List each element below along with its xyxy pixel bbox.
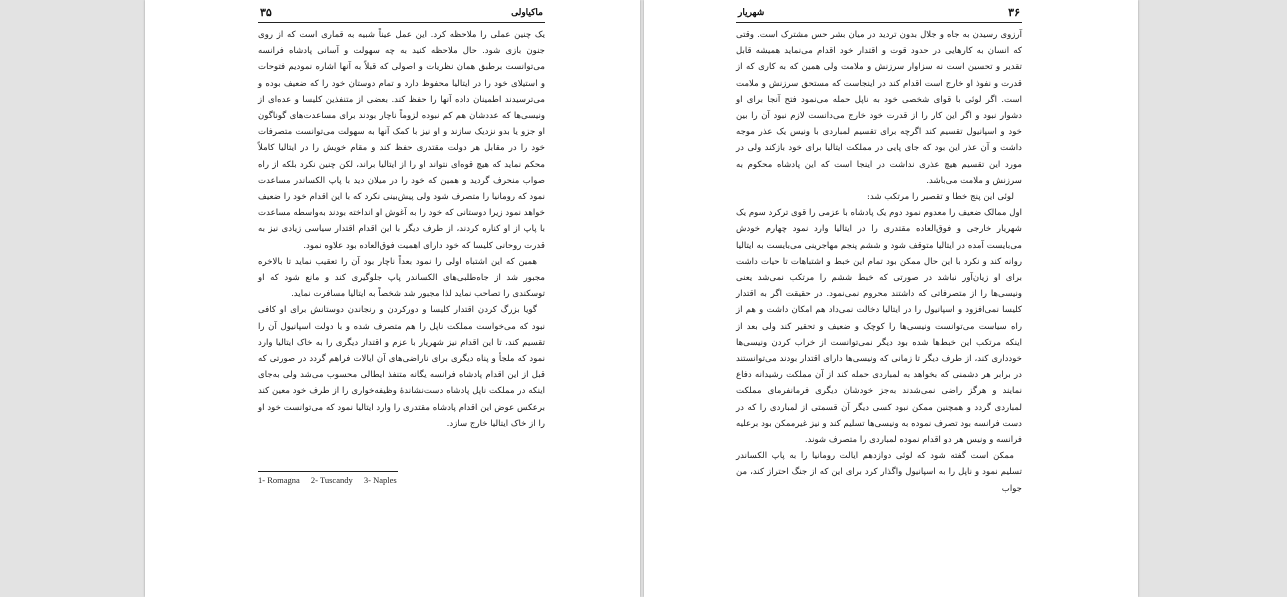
page-number: ۳۶ — [1008, 6, 1020, 19]
footnote-divider — [258, 471, 398, 472]
page-header — [258, 7, 545, 23]
paragraph: اول ممالک ضعیف را معدوم نمود دوم یک پادشاه با عزمی را قوی ترکرد سوم یک شهریار خارجی و فوق‌العاده مقتدری را در ایتالیا وارد نمود چهارم خودش می‌بایست آمده در ایتالیا متوقف شود و ششم پنجم مهاجرینی می‌بایست به ایتالیا روانه کند و نکرد با این حال ممکن بود تمام این خبط و اشتباهات تا حیات داشت برای او زیان‌آور نباشد در صورتی که خبط ششم را مرتکب نمی‌شد یعنی ونیسی‌ها را از متصرفاتی که داشتند محروم نمی‌نمود. در حقیقت اگر به اقتدار کلیسا نمی‌افزود و اسپانیول را در ایتالیا دخالت نمی‌داد هم امکان داشت و هم از راه سیاست می‌توانست ونیسی‌ها را کوچک و ضعیف و تحقیر کند ولی بعد از اینکه مرتکب این خبط‌ها شده بود دیگر نمی‌توانست از خراب کردن ونیسی‌ها خودداری کند، از طرف دیگر تا زمانی که ونیسی‌ها دارای اقتدار بودند می‌توانستند در برابر هر دشمنی که بخواهد به لمباردی حمله کند از آن مملکت رشیدانه دفاع نمایند و هرگز راضی نمی‌شدند به‌جز خودشان دیگری فرمانفرمای مملکت لمباردی گردد و همچنین ممکن نبود کسی دیگر آن قسمتی از لمباردی را که در دست فرانسه بود تصرف نموده به ونیسی‌ها تسلیم کند و نیز غیرممکن بود برعلیه فرانسه و ونیس هر دو اقدام نموده لمباردی را متصرف شوند. — [736, 208, 1022, 446]
footnote: 1- Romagna — [258, 475, 300, 485]
page-left — [145, 0, 640, 597]
footnotes — [258, 475, 406, 485]
footnote: 3- Naples — [363, 475, 397, 485]
page-body — [736, 27, 1022, 497]
paragraph: یک چنین عملی را ملاحظه کرد. این عمل عیناً شبیه به قماری است که از روی جنون بازی شود. حال ملاحظه کنید به چه سهولت و آسانی پادشاه فرانسه می‌توانست برطبق همان نظریات و اصولی که قبلاً به آنها اشاره نمودیم فتوحات و استیلای خود را در ایتالیا محفوظ دارد و تمام دوستان خود را که ضعیف بوده و می‌ترسیدند اطمینان داده آنها را حفظ کند. بعضی از متنفذین کلیسا و عده‌ای از ونیسی‌ها که عددشان هم کم نبوده لزوماً ناچار بودند برای مساعدت‌های گوناگون او جزو یا بدو نزدیک سازند و او نیز با کمک آنها به سهولت می‌توانست متصرفات خود را در مقابل هر دولت مقتدری حفظ کند و مقام خویش را در ایتالیا کاملاً محکم نماید که هیچ قوه‌ای نتواند او را از ایتالیا براند، لکن چنین نکرد بلکه از راه صواب منحرف گردید و همین که خود را در میلان دید با پاپ الکساندر مساعدت نمود که رومانیا را متصرف شود ولی پیش‌بینی نکرد که با این اقدام خود را ضعیف خواهد نمود زیرا دوستانی که خود را به آغوش او انداخته بودند به‌واسطه مساعدت با پاپ از او کناره کردند، از طرف دیگر با این اقدام اقتدار سیاسی زیادی نیز به قدرت روحانی کلیسا که خود دارای اهمیت فوق‌العاده بود علاوه نمود. — [258, 30, 545, 251]
paragraph: ممکن است گفته شود که لوئی دوازدهم ایالت رومانیا را به پاپ الکساندر تسلیم نمود و ناپل را به اسپانیول واگذار کرد برای این که از جنگ احتراز کند، من جواب — [736, 451, 1022, 494]
page-header — [736, 7, 1022, 23]
paragraph: گویا بزرگ کردن اقتدار کلیسا و دورکردن و رنجاندن دوستانش برای او کافی نبود که می‌خواست مملکت ناپل را هم متصرف شده و با دولت اسپانیول آن را تقسیم کند، تا این اقدام نیز شهریار با عزم و اقتدار دیگری را به خاک ایتالیا وارد نمود که ملجأ و پناه دیگری برای ناراضی‌های آن ایالات فراهم گردد در صورتی که قبل از این اقدام پادشاه فرانسه یگانه متنفذ ایطالی محسوب می‌شد ولی به‌جای اینکه در مملکت ناپل پادشاه دست‌نشاندۀ وظیفه‌خواری را از طرف خود معین کند برعکس عوض این اقدام پادشاه مقتدری را وارد ایتالیا نمود که می‌توانست خود او را از خاک ایتالیا خارج سازد. — [258, 305, 545, 429]
footnote: 2- Tuscandy — [310, 475, 353, 485]
page-right — [644, 0, 1138, 597]
paragraph: آرزوی رسیدن به جاه و جلال بدون تردید در میان بشر حس مشترک است. وقتی که انسان به کارهایی در حدود قوت و اقتدار خود اقدام می‌نماید همیشه قابل تقدیر و تحسین است نه سزاوار سرزنش و ملامت ولی همین که به کاری که از قدرت و نفوذ او خارج است اقدام کند در اینجاست که مستحق سرزنش و ملامت است. اگر لوئی با قوای شخصی خود به ناپل حمله می‌نمود فتح آنجا برای او دشوار نبود و اگر این کار را از قدرت خود خارج می‌دانست لازم نبود آن را بین خود و اسپانیول تقسیم کند اگرچه برای تقسیم لمباردی با ونیس یک عذر موجه داشت و آن عذر این بود که جای پایی در مملکت ایتالیا برای خود بازکند ولی در مورد این تقسیم هیچ عذری نداشت در اینجا است که این پادشاه محکوم به سرزنش و ملامت می‌باشد. — [736, 30, 1022, 186]
page-number: ۳۵ — [260, 6, 272, 19]
running-title: ماکیاولی — [511, 8, 543, 18]
paragraph: لوئی این پنج خطا و تقصیر را مرتکب شد: — [866, 192, 1014, 203]
running-title: شهریار — [738, 8, 765, 18]
page-body — [258, 27, 545, 432]
paragraph: همین که این اشتباه اولی را نمود بعداً ناچار بود آن را تعقیب نماید تا بالاخره مجبور شد از جاه‌طلبی‌های الکساندر پاپ جلوگیری کند و مانع شود که او توسکندی را تصاحب نماید لذا مجبور شد شخصاً به ایتالیا مسافرت نماید. — [258, 256, 545, 300]
